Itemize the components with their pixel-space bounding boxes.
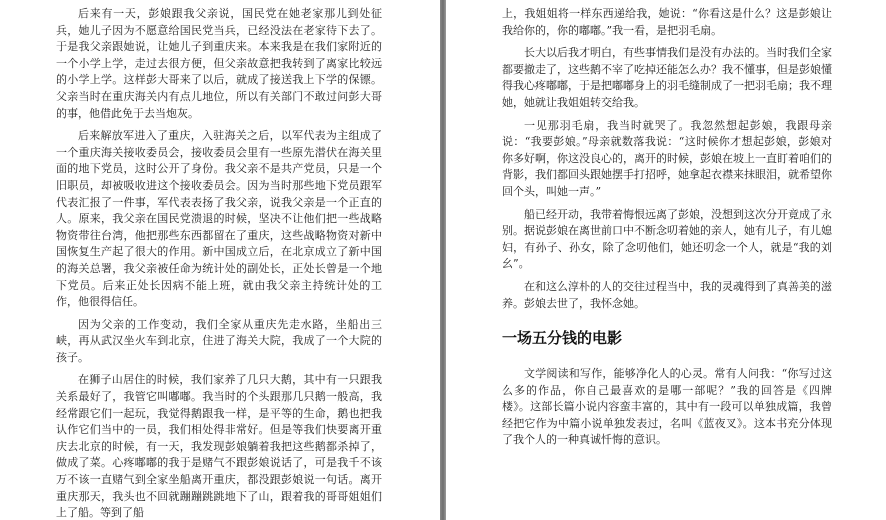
paragraph: 因为父亲的工作变动，我们全家从重庆先走水路，坐船出三峡，再从武汉坐火车到北京，住进了海关大院，我成了一个大院的孩子。 xyxy=(56,317,382,364)
paragraph: 文学阅读和写作，能够净化人的心灵。常有人问我：“你写过这么多的作品，你自己最喜欢的是哪一部呢？”我的回答是《四牌楼》。这部长篇小说内容蛮丰富的，其中有一段可以单独成篇，我曾经把它作为中篇小说单独发表过，名叫《蓝夜叉》。这本书充分体现了我个人的一种真诚忏悔的意识。 xyxy=(502,367,832,447)
paragraph: 上，我姐姐将一样东西递给我，她说：“你看这是什么？这是彭娘让我给你的，你的嘟嘟。”我一看，是把羽毛扇。 xyxy=(502,7,832,37)
paragraph: 在和这么淳朴的人的交往过程当中，我的灵魂得到了真善美的滋养。彭娘去世了，我怀念她。 xyxy=(502,279,832,310)
paragraph: 在狮子山居住的时候，我们家养了几只大鹅，其中有一只跟我关系最好了，我管它叫嘟嘟。我当时的个头跟那几只鹅一般高，我经常跟它们一起玩，我觉得鹅跟我一样，是平等的生命，鹅也把我认作它们当中的一员，我们相处得非常好。但是等我们快要离开重庆去北京的时候，有一天，我发现彭娘躺着我把这些鹅都杀掉了，做成了菜。心疼嘟嘟的我于是赌气不跟彭娘说话了，可是我千不该万不该一直赌气到全家坐船离开重庆，都没跟彭娘说一句话。离开重庆那天，我头也不回就蹦蹦跳跳地下了山，跟着我的哥哥姐姐们上了船。等到了船 xyxy=(56,373,382,520)
left-page xyxy=(0,0,440,520)
section-title: 一场五分钱的电影 xyxy=(502,329,623,348)
paragraph: 船已经开动，我带着悔恨远离了彭娘，没想到这次分开竟成了永别。据说彭娘在离世前口中不断念叨着她的亲人，她有儿子，有儿媳妇，有孙子、孙女，除了念叨他们，她还叨念一个人，就是“我的刘幺”。 xyxy=(502,207,832,271)
paragraph: 后来有一天，彭娘跟我父亲说，国民党在她老家那儿到处征兵，她儿子因为不愿意给国民党当兵，已经没法在老家待下去了。于是我父亲跟她说，让她儿子到重庆来。本来我是在我们家附近的一个小学上学，走过去很方便，但父亲故意把我转到了离家比较远的小学上学。这样彭大哥来了以后，就成了接送我上下学的保镖。父亲当时在重庆海关内有点儿地位，所以有关部门不敢过问彭大哥的事，他借此免于去当炮灰。 xyxy=(56,7,382,120)
right-page xyxy=(446,0,886,520)
paragraph: 长大以后我才明白，有些事情我们是没有办法的。当时我们全家都要撤走了，这些鹅不宰了吃掉还能怎么办？我不懂事，但是彭娘懂得我心疼嘟嘟，于是把嘟嘟身上的羽毛缝制成了一把羽毛扇；我不理她，她就让我姐姐转交给我。 xyxy=(502,46,832,109)
paragraph: 一见那羽毛扇，我当时就哭了。我忽然想起彭娘，我跟母亲说：“我要彭娘。”母亲就数落我说：“这时候你才想起彭娘，彭娘对你多好啊，你这没良心的，离开的时候，彭娘在坡上一直盯着咱们的背影，我们都回头跟她摆手打招呼，她拿起衣襟来抹眼泪，就希望你回个头，叫她一声。” xyxy=(502,118,832,198)
paragraph: 后来解放军进入了重庆，入驻海关之后，以军代表为主组成了一个重庆海关接收委员会，接收委员会里有一些原先潜伏在海关里面的地下党员，这时公开了身份。我父亲不是共产党员，只是一个旧职员，却被吸收进这个接收委员会。因为当时那些地下党员跟军代表汇报了一件事，军代表表扬了我父亲，说我父亲是一个正直的人。原来，我父亲在国民党溃退的时候，坚决不让他们把一些战略物资带往台湾，他把那些东西都留在了重庆，这些战略物资对新中国恢复生产起了很大的作用。新中国成立后，在北京成立了新中国的海关总署，我父亲被任命为统计处的副处长，正处长曾是一个地下党员。后来正处长因病不能上班，就由我父亲主持统计处的工作，他很得信任。 xyxy=(56,129,382,309)
